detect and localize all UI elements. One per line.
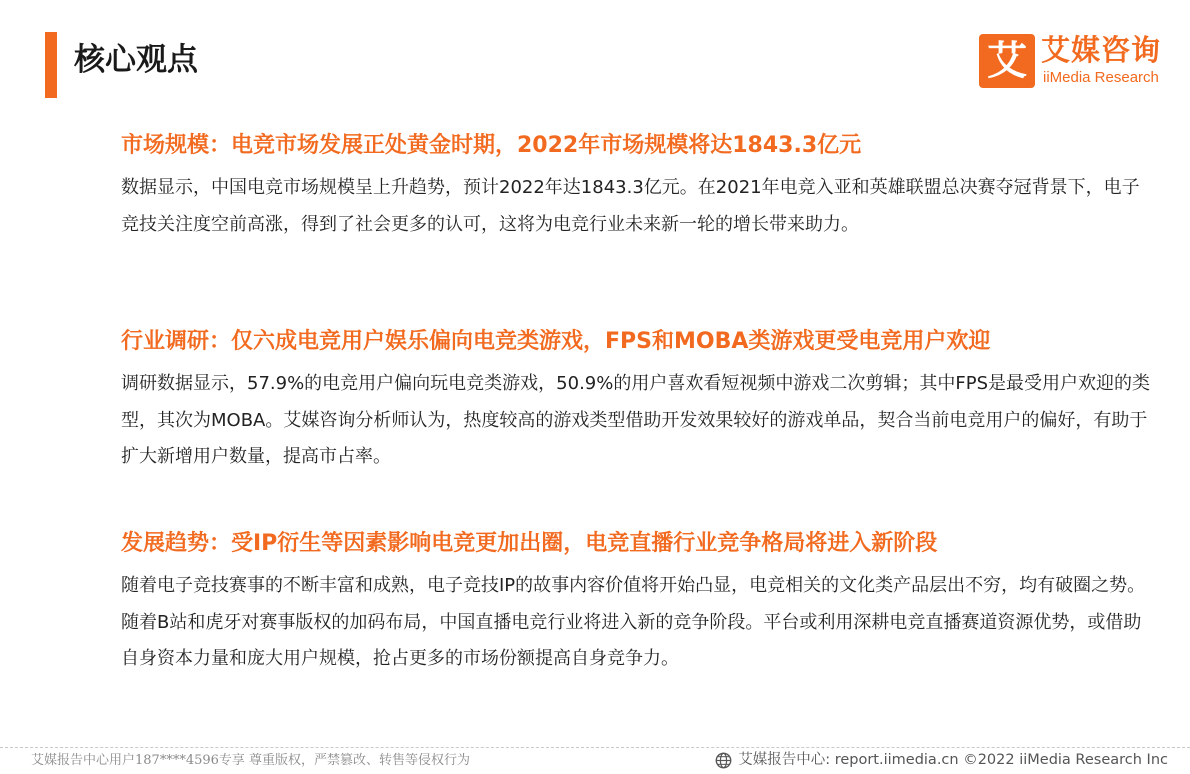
footer-divider bbox=[0, 747, 1190, 748]
footer-source-label: 艾媒报告中心: bbox=[738, 752, 831, 768]
section-heading: 行业调研：仅六成电竞用户娱乐偏向电竞类游戏，FPS和MOBA类游戏更受电竞用户欢迎 bbox=[121, 329, 991, 354]
footer-source bbox=[715, 750, 1168, 770]
page-title: 核心观点 bbox=[74, 42, 198, 78]
title-accent-bar bbox=[45, 32, 57, 98]
section-industry-survey bbox=[121, 327, 1151, 476]
footer-copyright-notice: 艾媒报告中心用户187****4596专享 尊重版权，严禁篡改、转售等侵权行为 bbox=[31, 753, 471, 768]
section-body: 数据显示，中国电竞市场规模呈上升趋势，预计2022年达1843.3亿元。在2021年电竞入亚和英雄联盟总决赛夺冠背景下，电子竞技关注度空前高涨，得到了社会更多的认可，这将为电竞行业未来新一轮的增长带来助力。 bbox=[121, 177, 1140, 235]
section-body: 调研数据显示，57.9%的电竞用户偏向玩电竞类游戏，50.9%的用户喜欢看短视频中游戏二次剪辑；其中FPS是最受用户欢迎的类型，其次为MOBA。艾媒咨询分析师认为，热度较高的游戏类型借助开发效果较好的游戏单品，契合当前电竞用户的偏好，有助于扩大新增用户数量，提高市占率。 bbox=[121, 373, 1150, 467]
footer-copyright: ©2022 iiMedia Research Inc bbox=[963, 752, 1168, 768]
section-development-trend bbox=[121, 529, 1151, 678]
logo-name-en: iiMedia Research bbox=[1043, 69, 1159, 86]
globe-icon bbox=[715, 752, 732, 769]
brand-logo bbox=[979, 34, 1169, 92]
footer-report-link[interactable]: report.iimedia.cn bbox=[834, 752, 959, 768]
section-heading: 市场规模：电竞市场发展正处黄金时期，2022年市场规模将达1843.3亿元 bbox=[121, 133, 862, 158]
section-market-size bbox=[121, 131, 1151, 243]
logo-mark: 艾 bbox=[979, 34, 1035, 88]
section-body: 随着电子竞技赛事的不断丰富和成熟，电子竞技IP的故事内容价值将开始凸显，电竞相关的文化类产品层出不穷，均有破圈之势。随着B站和虎牙对赛事版权的加码布局，中国直播电竞行业将进入新的竞争阶段。平台或利用深耕电竞直播赛道资源优势，或借助自身资本力量和庞大用户规模，抢占更多的市场份额提高自身竞争力。 bbox=[121, 575, 1146, 669]
logo-name-cn: 艾媒咨询 bbox=[1041, 33, 1162, 67]
section-heading: 发展趋势：受IP衍生等因素影响电竞更加出圈，电竞直播行业竞争格局将进入新阶段 bbox=[121, 531, 938, 556]
